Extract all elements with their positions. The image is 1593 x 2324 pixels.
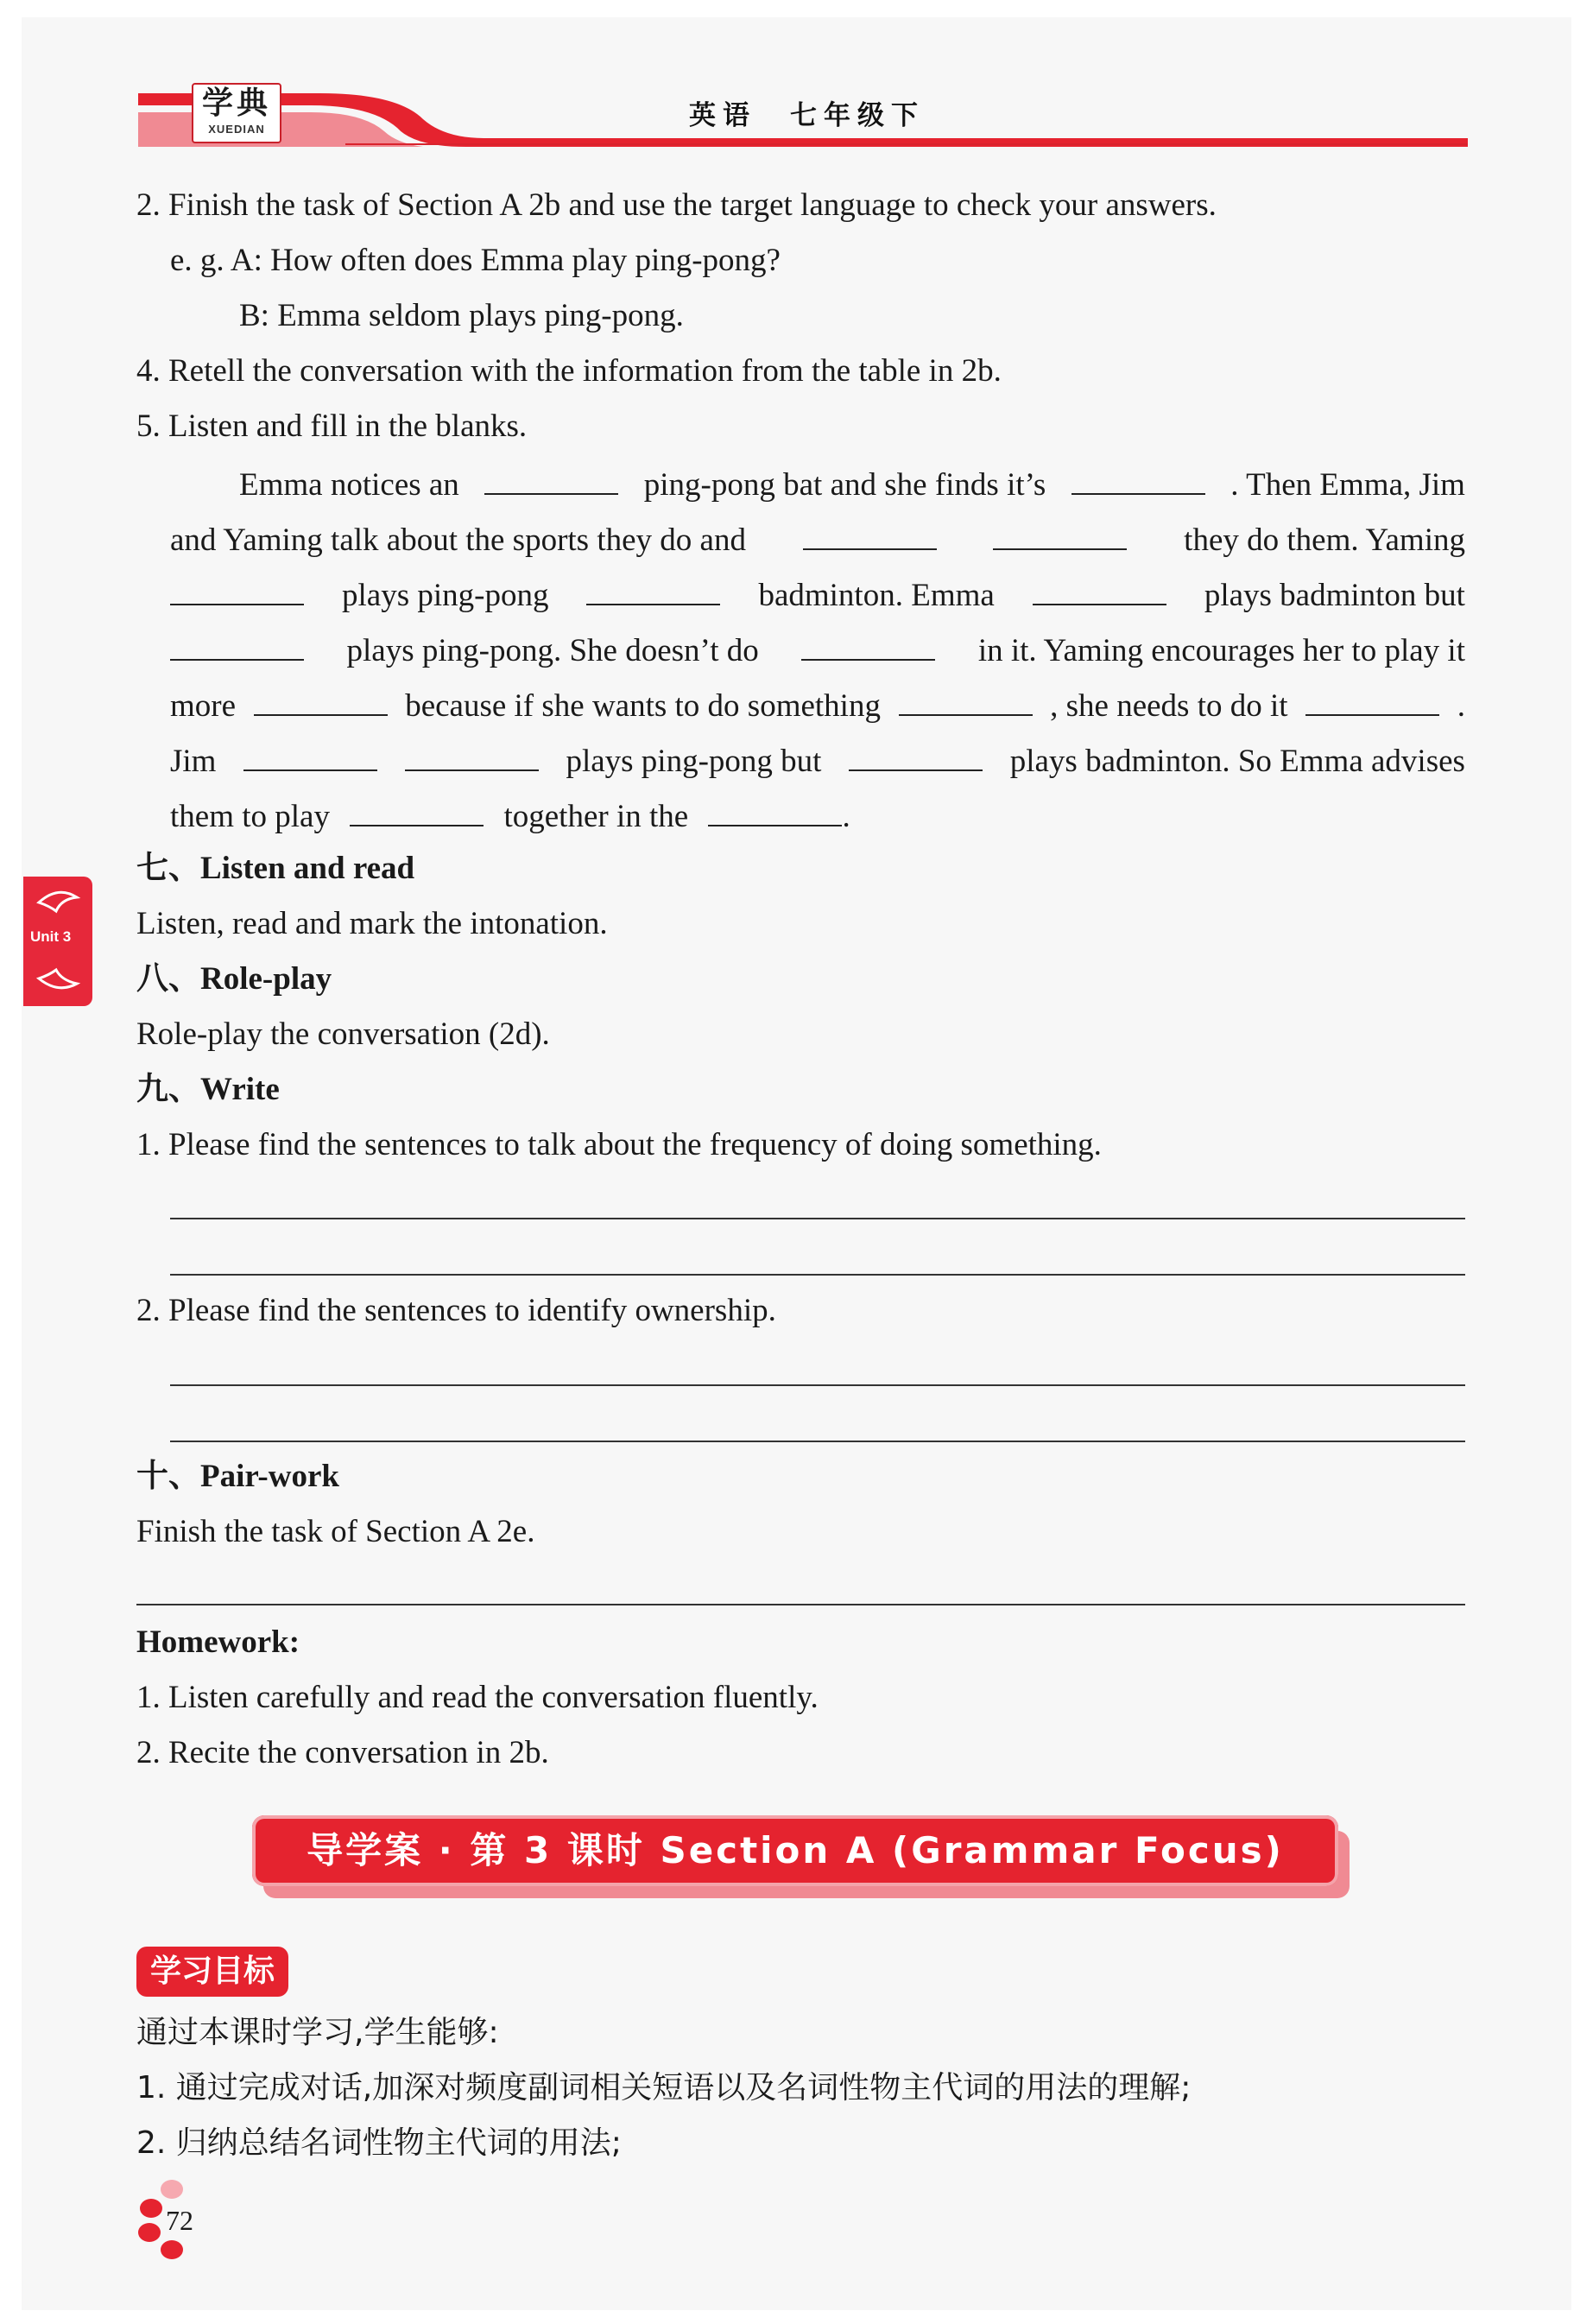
section-7-title: 七、Listen and read — [136, 851, 415, 886]
unit-side-tab: Unit 3 — [23, 877, 92, 1006]
section-10-title: 十、Pair-work — [136, 1459, 339, 1494]
blank[interactable] — [1305, 685, 1439, 716]
objective-2: 2. 归纳总结名词性物主代词的用法; — [136, 2125, 622, 2161]
blank[interactable] — [243, 740, 377, 771]
answer-line[interactable] — [170, 1441, 1465, 1442]
page-number: 72 — [166, 2205, 193, 2236]
blank[interactable] — [803, 519, 937, 550]
blank[interactable] — [849, 740, 983, 771]
example-a: e. g. A: How often does Emma play ping-pong? — [170, 243, 781, 278]
example-b: B: Emma seldom plays ping-pong. — [239, 298, 684, 333]
blank[interactable] — [1033, 574, 1166, 605]
section-8-text: Role-play the conversation (2d). — [136, 1016, 550, 1052]
blank[interactable] — [254, 685, 388, 716]
answer-line[interactable] — [170, 1274, 1465, 1276]
item-5: 5. Listen and fill in the blanks. — [136, 408, 528, 444]
answer-line[interactable] — [136, 1604, 1465, 1605]
decor-dot — [140, 2199, 162, 2218]
section-8-title: 八、Role-play — [136, 961, 332, 997]
passage-line-1: Emma notices an ping-pong bat and she finds it’s . Then Emma, Jim — [239, 464, 1465, 504]
lesson-banner: 导学案 · 第 3 课时 Section A (Grammar Focus) — [252, 1815, 1338, 1886]
blank[interactable] — [708, 795, 842, 826]
section-9-q1: 1. Please find the sentences to talk about the frequency of doing something. — [136, 1127, 1102, 1162]
decor-dot — [161, 2180, 183, 2199]
passage-line-3: plays ping-pong badminton. Emma plays badminton but — [170, 574, 1465, 615]
blank[interactable] — [350, 795, 484, 826]
item-4: 4. Retell the conversation with the information from the table in 2b. — [136, 353, 1002, 389]
section-10-text: Finish the task of Section A 2e. — [136, 1514, 535, 1549]
blank[interactable] — [899, 685, 1033, 716]
objectives-badge: 学习目标 — [136, 1947, 288, 1997]
homework-2: 2. Recite the conversation in 2b. — [136, 1735, 549, 1770]
objectives-intro: 通过本课时学习,学生能够: — [136, 2015, 499, 2050]
passage-line-7: them to play together in the . — [170, 795, 850, 836]
passage-line-6: Jim plays ping-pong but plays badminton. So Emma advises — [170, 740, 1465, 781]
blank[interactable] — [586, 574, 720, 605]
header-rule — [345, 143, 1468, 145]
homework-title: Homework: — [136, 1624, 300, 1660]
passage-line-4: plays ping-pong. She doesn’t do in it. Yaming encourages her to play it — [170, 630, 1465, 670]
answer-line[interactable] — [170, 1218, 1465, 1219]
homework-1: 1. Listen carefully and read the conversation fluently. — [136, 1680, 819, 1715]
passage-line-2: and Yaming talk about the sports they do and they do them. Yaming — [170, 519, 1465, 560]
blank[interactable] — [801, 630, 935, 661]
decor-dot — [138, 2223, 161, 2242]
blank[interactable] — [170, 630, 304, 661]
blank[interactable] — [993, 519, 1127, 550]
answer-line[interactable] — [170, 1384, 1465, 1386]
logo: 学典 XUEDIAN — [192, 83, 281, 143]
objective-1: 1. 通过完成对话,加深对频度副词相关短语以及名词性物主代词的用法的理解; — [136, 2070, 1192, 2106]
decor-dot — [161, 2240, 183, 2259]
header-title: 英语 七年级下 — [689, 100, 925, 131]
blank[interactable] — [1071, 464, 1205, 495]
section-9-title: 九、Write — [136, 1072, 280, 1107]
blank[interactable] — [405, 740, 539, 771]
item-2: 2. Finish the task of Section A 2b and use the target language to check your answers. — [136, 187, 1217, 223]
blank[interactable] — [170, 574, 304, 605]
section-9-q2: 2. Please find the sentences to identify ownership. — [136, 1293, 776, 1328]
passage-line-5: more because if she wants to do something , she needs to do it . — [170, 685, 1465, 725]
blank[interactable] — [484, 464, 618, 495]
section-7-text: Listen, read and mark the intonation. — [136, 906, 608, 941]
